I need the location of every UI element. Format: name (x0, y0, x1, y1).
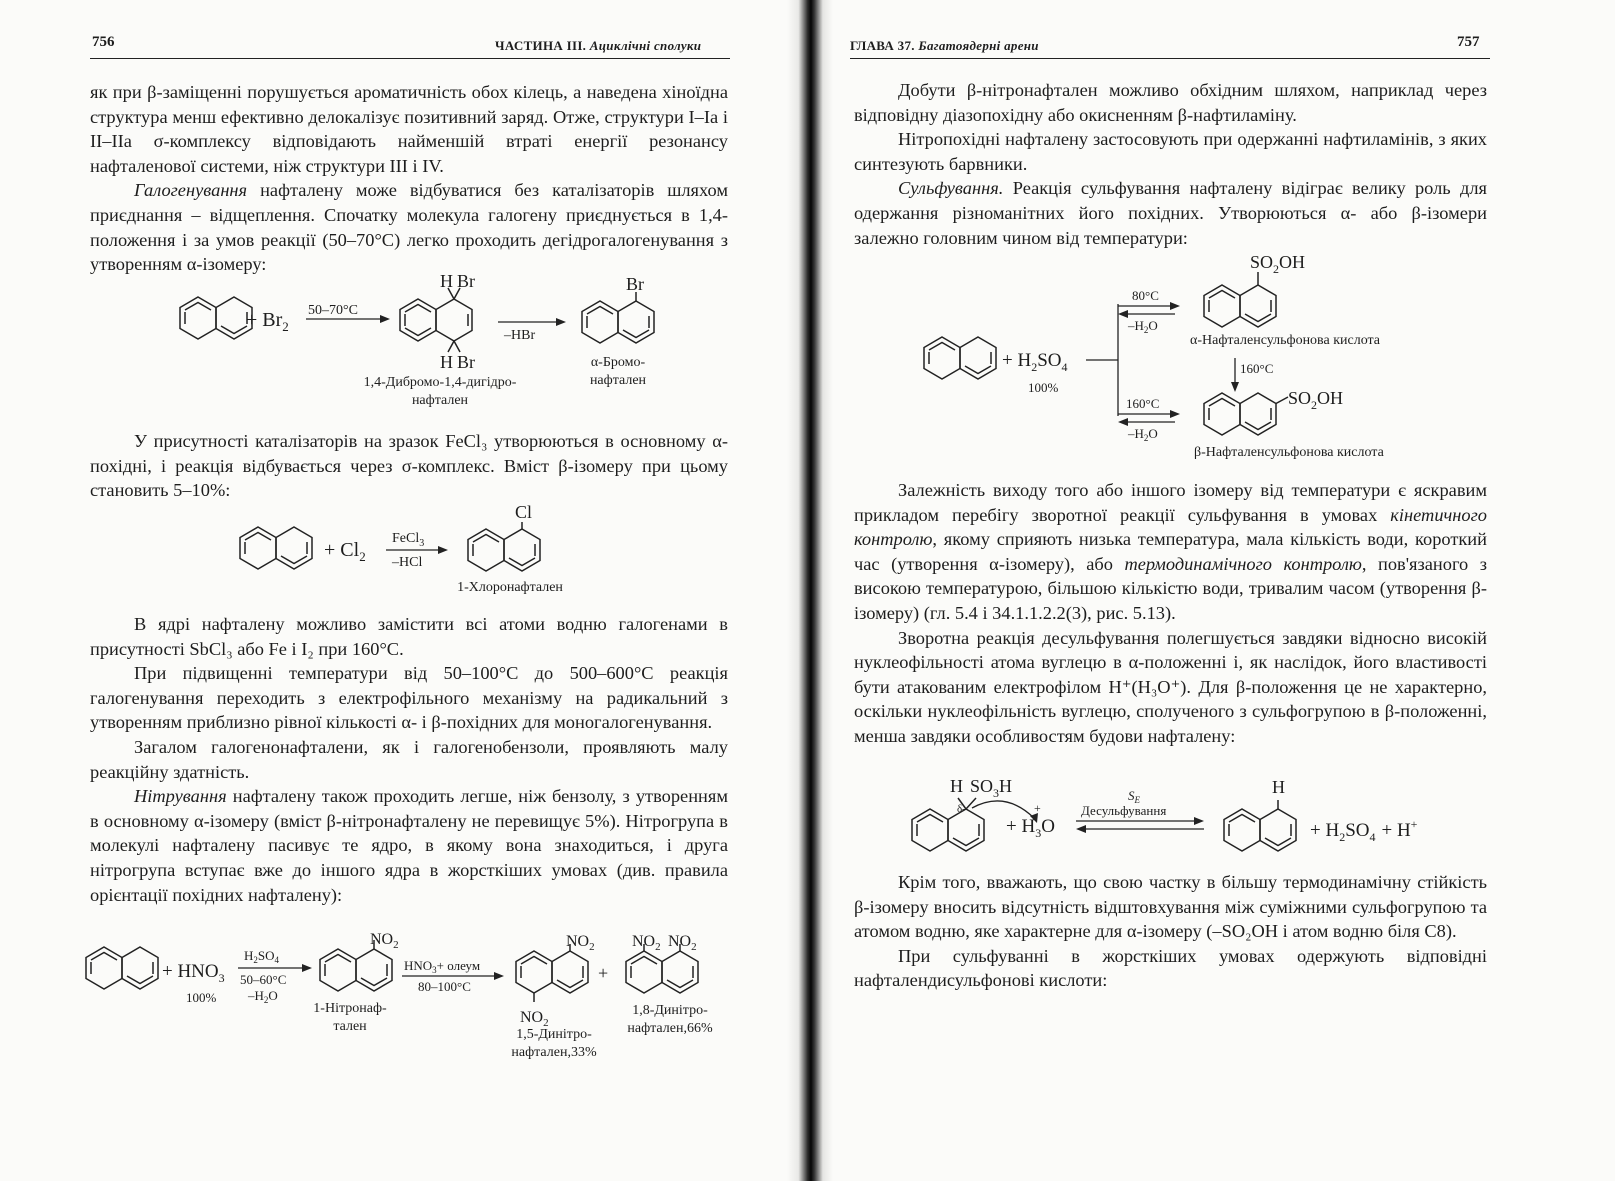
condition-acid: $HNO_3+$ олеум (404, 958, 481, 975)
condition-temp: 50–60°С (240, 972, 287, 987)
paragraph: Зворотна реакція десульфування полегшується завдяки відносно високій нуклеофільності атома вуглецю в α-положенні і, як наслідок, його властивості бути атакованим електрофілом H⁺(H₃O⁺). Для β-положення це не характерно, оскільки нуклеофільність вуглецю, сполученого з сульфогрупою в β-положенні, менша завдяки особливостям будови нафталену: (854, 627, 1487, 746)
group-no2: $NO_2$ (632, 933, 661, 953)
mechanism-label: $S_E$ (1128, 788, 1140, 805)
charge: + (1034, 801, 1041, 815)
atom-br: Br (457, 271, 475, 291)
paragraph: У присутності каталізаторів на зразок FeCl₃ утворюються в основному α-похідні, і реакція відбувається через σ-комплекс. Вміст β-ізомеру при цьому становить 5–10%: (90, 431, 728, 501)
running-head-part: ГЛАВА 37. (850, 38, 915, 53)
atom-br: Br (457, 352, 475, 372)
condition-acid: $H_2SO_4$ (244, 948, 280, 965)
text-block (854, 870, 1487, 993)
term-kinetic-control: кінетичного контролю (854, 504, 1487, 550)
term-nitration: Нітрування (134, 786, 227, 807)
condition-temp: 80°С (1132, 288, 1159, 303)
group-no2: $NO_2$ (370, 931, 399, 951)
caption-product: 1-Хлоронафтален (457, 580, 563, 595)
group-so3h: $SO_3H$ (970, 776, 1013, 800)
group-so2oh: $SO_2OH$ (1288, 388, 1344, 412)
plus-sign: + (598, 963, 609, 983)
page-number: 756 (92, 34, 115, 50)
caption-intermediate: 1,4-Дибромо-1,4-дигідро- нафтален (363, 375, 517, 408)
scheme-nitration (0, 0, 790, 1100)
naphthalene-structure (1224, 800, 1296, 851)
condition-loss: $-H_2O$ (248, 988, 278, 1005)
reagent: + $Br_2$ (246, 309, 289, 334)
group-no2: $NO_2$ (520, 1009, 549, 1029)
reagent: + $H_3O$ (1006, 816, 1055, 840)
paragraph: Загалом галогенонафталени, як і галогенобензоли, проявляють малу реакційну здатність. (90, 736, 728, 782)
atom-h: H (440, 352, 453, 372)
caption-beta: β-Нафталенсульфонова кислота (1194, 445, 1384, 460)
catalyst: FeCl$_3$ (392, 531, 425, 549)
paragraph: Нітрування нафталену також проходить легше, ніж бензолу, з утворенням в основному α-ізомеру (вміст β-нітронафталену не перевищує 5%). Нітрогрупа в молекулі нафталену пасивує те ядро, в якому вона знаходиться, і друга нітрогрупа вступає вже до іншого ядра в жорсткіших умовах (див. правила орієнтації похідних нафталену): (90, 786, 728, 905)
condition-temp: 50–70°С (308, 303, 358, 318)
page-number: 757 (1457, 34, 1480, 50)
running-head-part: ЧАСТИНА III. (495, 38, 587, 53)
caption-product: 1-Нітронаф- тален (313, 1001, 387, 1034)
condition-loss: $-H_2O$ (1128, 318, 1158, 335)
term-halogenation: Галогенування (134, 180, 248, 201)
partial-charge: δ– (957, 803, 968, 815)
reagent-purity: 100% (1028, 380, 1059, 395)
condition-temp: 160°С (1240, 361, 1274, 376)
condition-temp: 80–100°С (418, 979, 471, 994)
scheme-desulfonation (830, 0, 1615, 900)
paragraph: При підвищенні температури від 50–100°С до 500–600°С реакція галогенування переходить з електрофільного механізму на радикальний з утворенням приблизно рівної кількості α- і β-похідних для моногалогенування. (90, 663, 728, 733)
condition-loss: $-H_2O$ (1128, 426, 1158, 443)
naphthalene-structure (86, 947, 158, 989)
group-so2oh: $SO_2OH$ (1250, 252, 1306, 276)
condition-temp: 160°С (1126, 396, 1160, 411)
atom-br: Br (626, 274, 644, 294)
caption-product: 1,8-Динітро- нафтален,66% (627, 1003, 713, 1036)
caption-alpha: α-Нафталенсульфонова кислота (1190, 333, 1381, 348)
paragraph: Крім того, вважають, що свою частку в більшу термодинамічну стійкість β-ізомеру вносить відсутність відштовхування між суміжними сульфогрупою та атомом водню, яке характерне для α-ізомеру (–SO₂OH і атом водню біля С8). (854, 872, 1487, 942)
reagent: + $H_2SO_4$ (1002, 350, 1068, 374)
paragraph: як при β-заміщенні порушується ароматичність обох кілець, а наведена хіноїдна структура менш ефективно делокалізує позитивний заряд. Отже, структури I–Ia і II–IIa σ-комплексу відповідають найменшій втраті енергії резонансу нафталенової системи, ніж структури III і IV. (90, 82, 728, 176)
products: + $H_2SO_4 + H^+$ (1310, 817, 1418, 844)
paragraph: Нітропохідні нафталену застосовують при одержанні нафтиламінів, з яких синтезують барвники. (854, 129, 1487, 174)
atom-cl: Cl (515, 502, 533, 522)
book-spine (787, 0, 833, 1181)
condition-loss: –HCl (392, 555, 423, 570)
dinitro-15-structure (516, 944, 588, 1002)
paragraph: В ядрі нафталену можливо замістити всі атоми водню галогенами в присутності SbCl₃ або Fe і I₂ при 160°С. (90, 614, 728, 659)
paragraph: При сульфуванні в жорсткіших умовах одержують відповідні нафталендисульфонові кислоти: (854, 945, 1487, 991)
paragraph: Галогенування нафталену може відбуватися без каталізаторів шляхом приєднання – відщеплення. Спочатку молекула галогену приєднується в 1,4-положення і за умов реакції (50–70°С) легко проходить дегідрогалогенування з утворенням α-ізомеру: (90, 180, 728, 275)
left-page (0, 0, 790, 1181)
caption-product: α-Бромо- нафтален (589, 355, 647, 388)
atom-h: H (950, 776, 963, 796)
reagent: + $HNO_3$ (162, 961, 225, 985)
paragraph: Добути β-нітронафтален можливо обхідним шляхом, наприклад через відповідну діазопохідну або окисненням β-нафтиламіну. (854, 80, 1487, 125)
reagent-purity: 100% (186, 990, 217, 1005)
caption-product: 1,5-Динітро- нафтален,33% (511, 1027, 597, 1060)
dinitro-18-structure (626, 944, 698, 993)
right-page (830, 0, 1615, 1181)
running-head-title: Багатоядерні арени (918, 38, 1039, 53)
sigma-complex-structure (912, 798, 984, 851)
term-thermodynamic-control: термодинамічного контролю (1124, 553, 1362, 574)
atom-h: H (1272, 777, 1285, 797)
paragraph: Залежність виходу того або іншого ізомеру від температури є яскравим прикладом перебігу зворотної реакції сульфування в умовах кінетичного контролю, якому сприяють низька температура, мала кількість води, короткий час (утворення α-ізомеру), або термодинамічного контролю, пов'язаного з високою температурою, більшою кількістю води, тривалим часом (утворення β-ізомеру) (гл. 5.4 і 34.1.1.2.2(3), рис. 5.13). (854, 480, 1488, 623)
reaction-label: Десульфування (1081, 803, 1167, 818)
group-no2: $NO_2$ (566, 933, 595, 953)
paragraph: Сульфування. Реакція сульфування нафталену відіграє велику роль для одержання різноманітних його похідних. Утворюються α- або β-ізомери залежно головним чином від температури: (854, 178, 1487, 248)
atom-h: H (440, 271, 453, 291)
group-no2: $NO_2$ (668, 933, 697, 953)
reagent: + $Cl_2$ (324, 539, 366, 564)
term-sulfonation: Сульфування. (898, 178, 1004, 199)
running-head-title: Ациклічні сполуки (589, 38, 702, 53)
condition-loss: –HBr (504, 328, 536, 343)
